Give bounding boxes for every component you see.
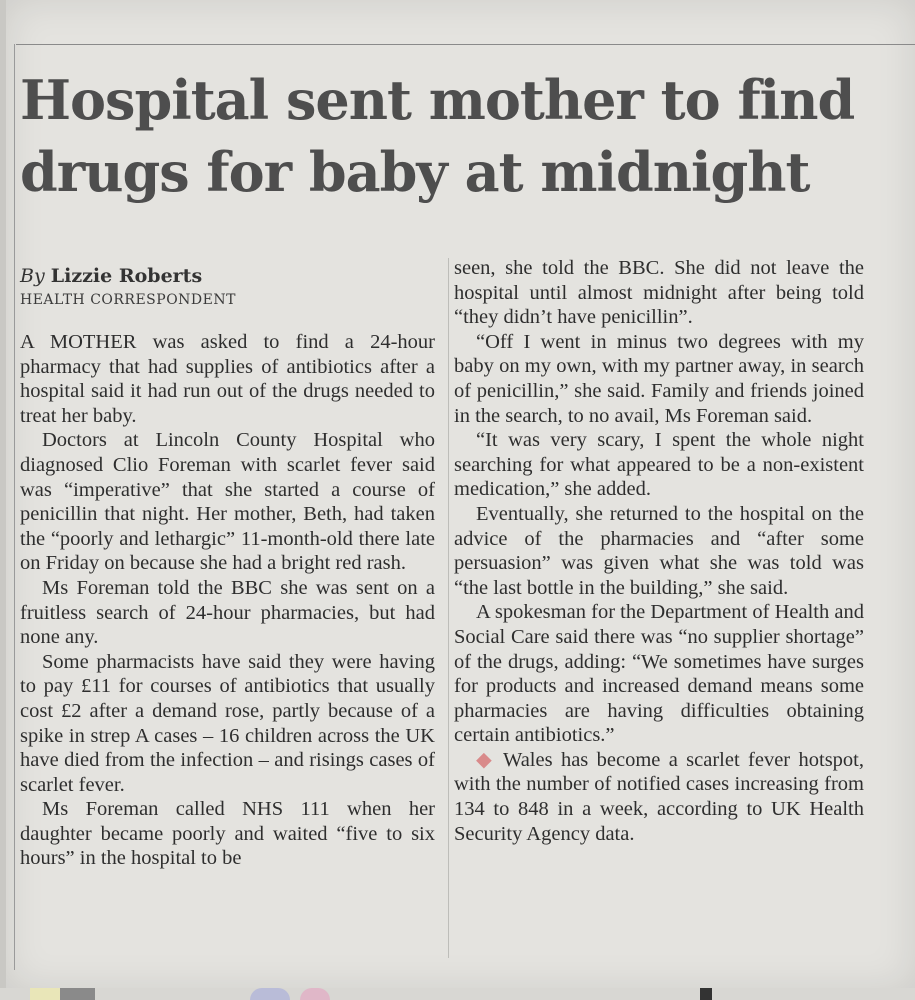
- column-right: [454, 256, 864, 846]
- paragraph-final: [454, 748, 864, 846]
- paragraph: A spokesman for the Department of Health and Social Care said there was “no supplier shortage” of the drugs, adding: “We sometimes have surges for products and increased demand means some pharmacies are having difficulties obtaining certain antibiotics.”: [454, 601, 864, 747]
- final-paragraph-text: Wales has become a scarlet fever hotspot, with the number of notified cases increasing from 134 to 848 in a week, according to UK Health Security Agency data.: [454, 748, 864, 845]
- paragraph: Eventually, she returned to the hospital on the advice of the pharmacies and “after some persuasion” was given what she was told was “the last bottle in the building,” she said.: [454, 502, 864, 599]
- top-rule: [16, 44, 915, 45]
- byline: [20, 264, 435, 288]
- left-rule: [14, 44, 15, 970]
- edge-mark: [700, 988, 712, 1000]
- paragraph: A MOTHER was asked to find a 24-hour pharmacy that had supplies of antibiotics after a hospital said it had run out of the drugs needed to treat her baby.: [20, 331, 435, 427]
- author-name: Lizzie Roberts: [50, 265, 203, 287]
- edge-mark: [60, 988, 95, 1000]
- paragraph: “It was very scary, I spent the whole night searching for what appeared to be a non-existent medication,” she added.: [454, 429, 864, 501]
- clipping-bottom-edge: [0, 988, 915, 1000]
- diamond-bullet-icon: ◆: [476, 748, 495, 771]
- edge-mark: [300, 988, 330, 1000]
- paragraph: “Off I went in minus two degrees with my baby on my own, with my partner away, in search of penicillin,” she said. Family and friends joined in the search, to no avail, Ms Foreman said.: [454, 330, 864, 427]
- edge-mark: [250, 988, 290, 1000]
- paragraph: Doctors at Lincoln County Hospital who diagnosed Clio Foreman with scarlet fever said was “imperative” that she started a course of penicillin that night. Her mother, Beth, had taken the “poorly and lethargic” 11-month-old there late on Friday on because she had a bright red rash.: [20, 429, 435, 575]
- paragraph-continued: seen, she told the BBC. She did not leave the hospital until almost midnight after being told “they didn’t have penicillin”.: [454, 257, 864, 329]
- edge-mark: [30, 988, 60, 1000]
- paragraph: Ms Foreman called NHS 111 when her daughter became poorly and waited “five to six hours” in the hospital to be: [20, 798, 435, 870]
- byline-prefix: By: [20, 265, 45, 287]
- column-divider: [448, 258, 449, 958]
- column-left: [20, 330, 435, 871]
- headline: Hospital sent mother to find drugs for baby at midnight: [20, 68, 855, 204]
- paragraph: Some pharmacists have said they were having to pay £11 for courses of antibiotics that usually cost £2 after a demand rose, partly because of a spike in strep A cases – 16 children across the UK have died from the infection – and risings cases of scarlet fever.: [20, 650, 435, 796]
- author-role: HEALTH CORRESPONDENT: [20, 292, 236, 308]
- paragraph: Ms Foreman told the BBC she was sent on a fruitless search of 24-hour pharmacies, but had none any.: [20, 576, 435, 649]
